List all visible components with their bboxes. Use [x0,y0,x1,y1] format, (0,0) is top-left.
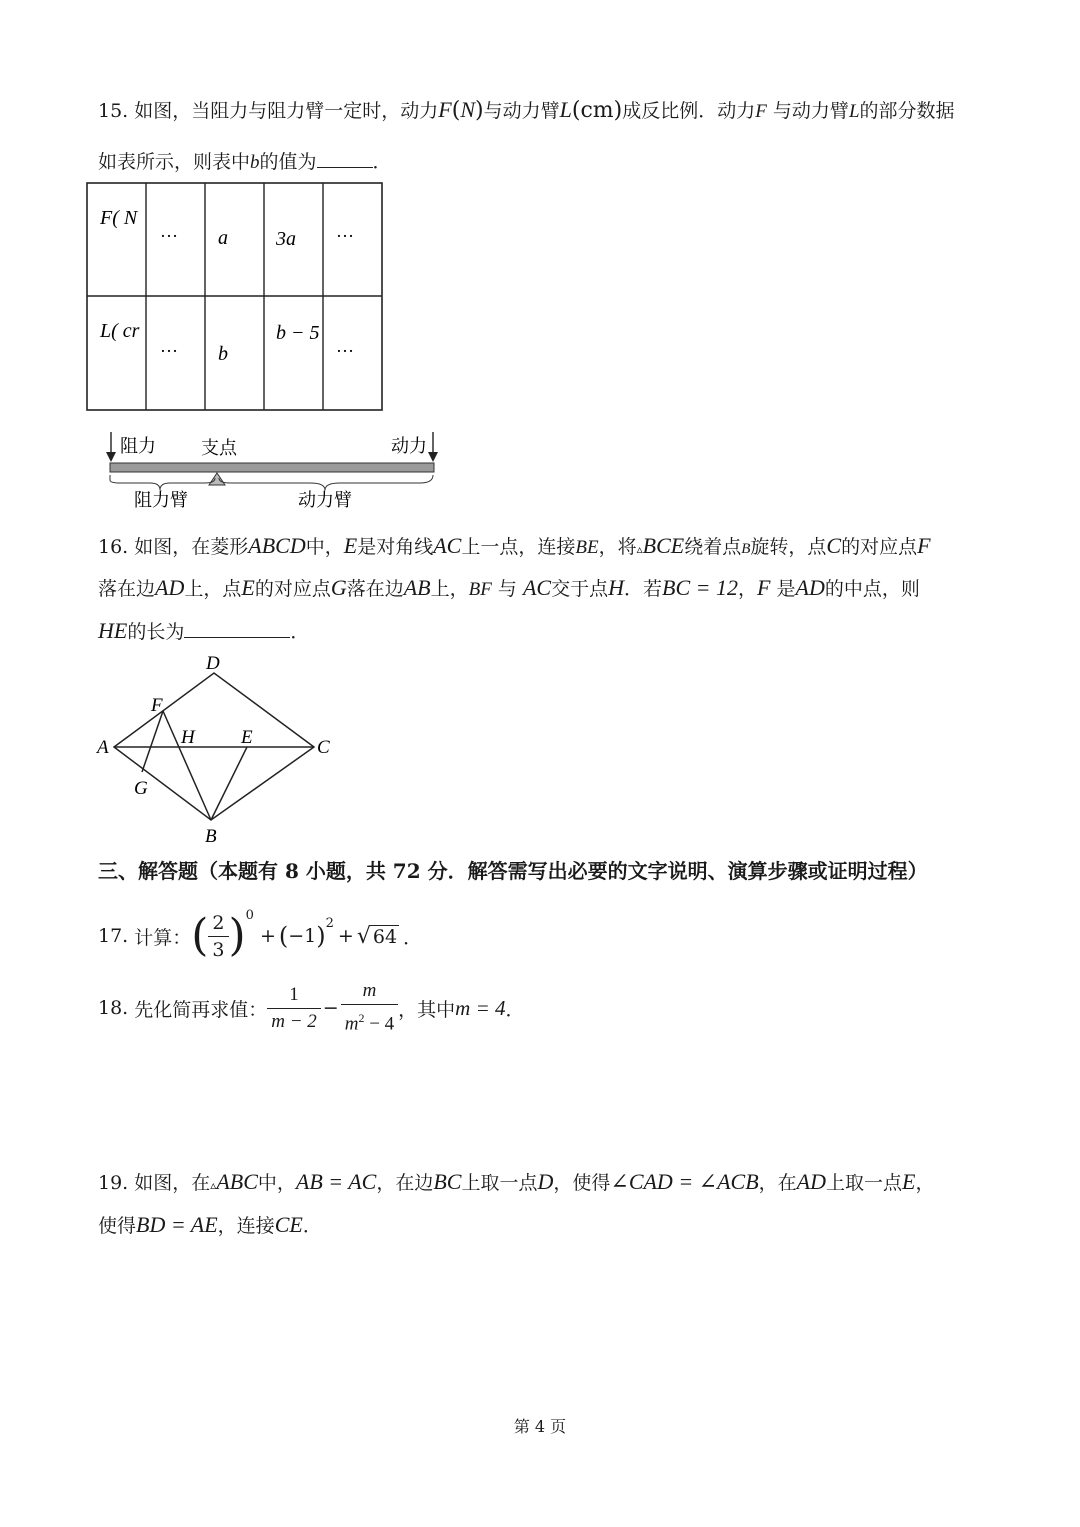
point-label-E: E [241,727,253,748]
fulcrum-label: 支点 [201,438,237,458]
q17-number: 17. [98,925,129,947]
q15-data-table [86,182,386,414]
table-cell: … [336,221,354,241]
q19-number: 19. [98,1172,129,1194]
point-label-C: C [317,737,330,758]
point-label-D: D [206,653,220,674]
q18-line: 18. 先化简再求值： $\frac{1}{m - 2}$ − $\frac{m}{m^2 - 4}$ ，其中 m = 4 ． [98,977,525,1039]
point-label-G: G [134,778,148,799]
effort-label: 动力 [391,436,427,456]
fraction-1-over-m-minus-2: $\frac{1}{m - 2}$ [267,982,321,1035]
q15-lever-diagram [100,428,445,512]
table-cell: L( cr [100,320,140,342]
q16-line1: 16. 如图，在菱形ABCD中，E是对角线AC上一点，连接BE，将▵BCE绕着点B旋转，点C的对应点F [98,533,931,558]
resist-label: 阻力 [120,436,156,456]
resist-arm-label: 阻力臂 [134,490,188,510]
point-label-H: H [181,727,195,748]
q15-line2: 如表所示，则表中b的值为 ． [98,151,392,173]
answer-blank [317,149,373,168]
q15-number: 15. [98,100,129,122]
table-cell: b − 5 [276,322,320,344]
table-cell: b [218,343,228,365]
table-cell: … [336,336,354,356]
q19-line1: 19. 如图，在▵ABC中，AB = AC，在边BC上取一点D，使得∠CAD = ∠ACB，在AD上取一点E， [98,1169,935,1194]
q18-number: 18. [98,997,129,1019]
table-cell: … [160,336,178,356]
q15-line1: 15. 如图，当阻力与阻力臂一定时，动力F(N)与动力臂L(cm)成反比例．动力F 与动力臂L的部分数据 [98,97,955,123]
fraction-2-3: $\frac{2}{3}$ [208,910,228,963]
q19-line2: 使得BD = AE，连接CE． [98,1212,322,1237]
q17-line: 17. 计算： ( $\frac{2}{3}$ ) $^0$ + ( −1 ) $^2$ + √ 64 ． [98,908,423,961]
table-cell: a [218,227,228,249]
answer-blank [184,619,290,638]
fraction-m-over-m2-minus-4: $\frac{m}{m^2 - 4}$ [341,978,398,1037]
q16-line2: 落在边AD上，点E的对应点G落在边AB上，BF 与 AC交于点H．若BC = 12，F 是AD的中点，则 [98,575,920,600]
point-label-F: F [151,695,163,716]
q16-rhombus-figure [92,650,342,850]
point-label-B: B [205,826,217,847]
effort-arm-label: 动力臂 [298,490,352,510]
table-cell: 3a [276,228,296,250]
page-number: 第 4 页 [513,1417,567,1436]
table-cell: … [160,221,178,241]
lever-bar [110,463,434,472]
fulcrum-triangle [209,473,225,485]
table-cell: F( N [100,207,138,229]
sqrt-symbol: √ [356,923,371,949]
section-heading: 三、解答题（本题有 8 小题，共 72 分．解答需写出必要的文字说明、演算步骤或证明过程） [98,859,928,883]
point-label-A: A [97,737,109,758]
q16-line3: HE的长为 ． [98,618,310,643]
q16-number: 16. [98,536,129,558]
